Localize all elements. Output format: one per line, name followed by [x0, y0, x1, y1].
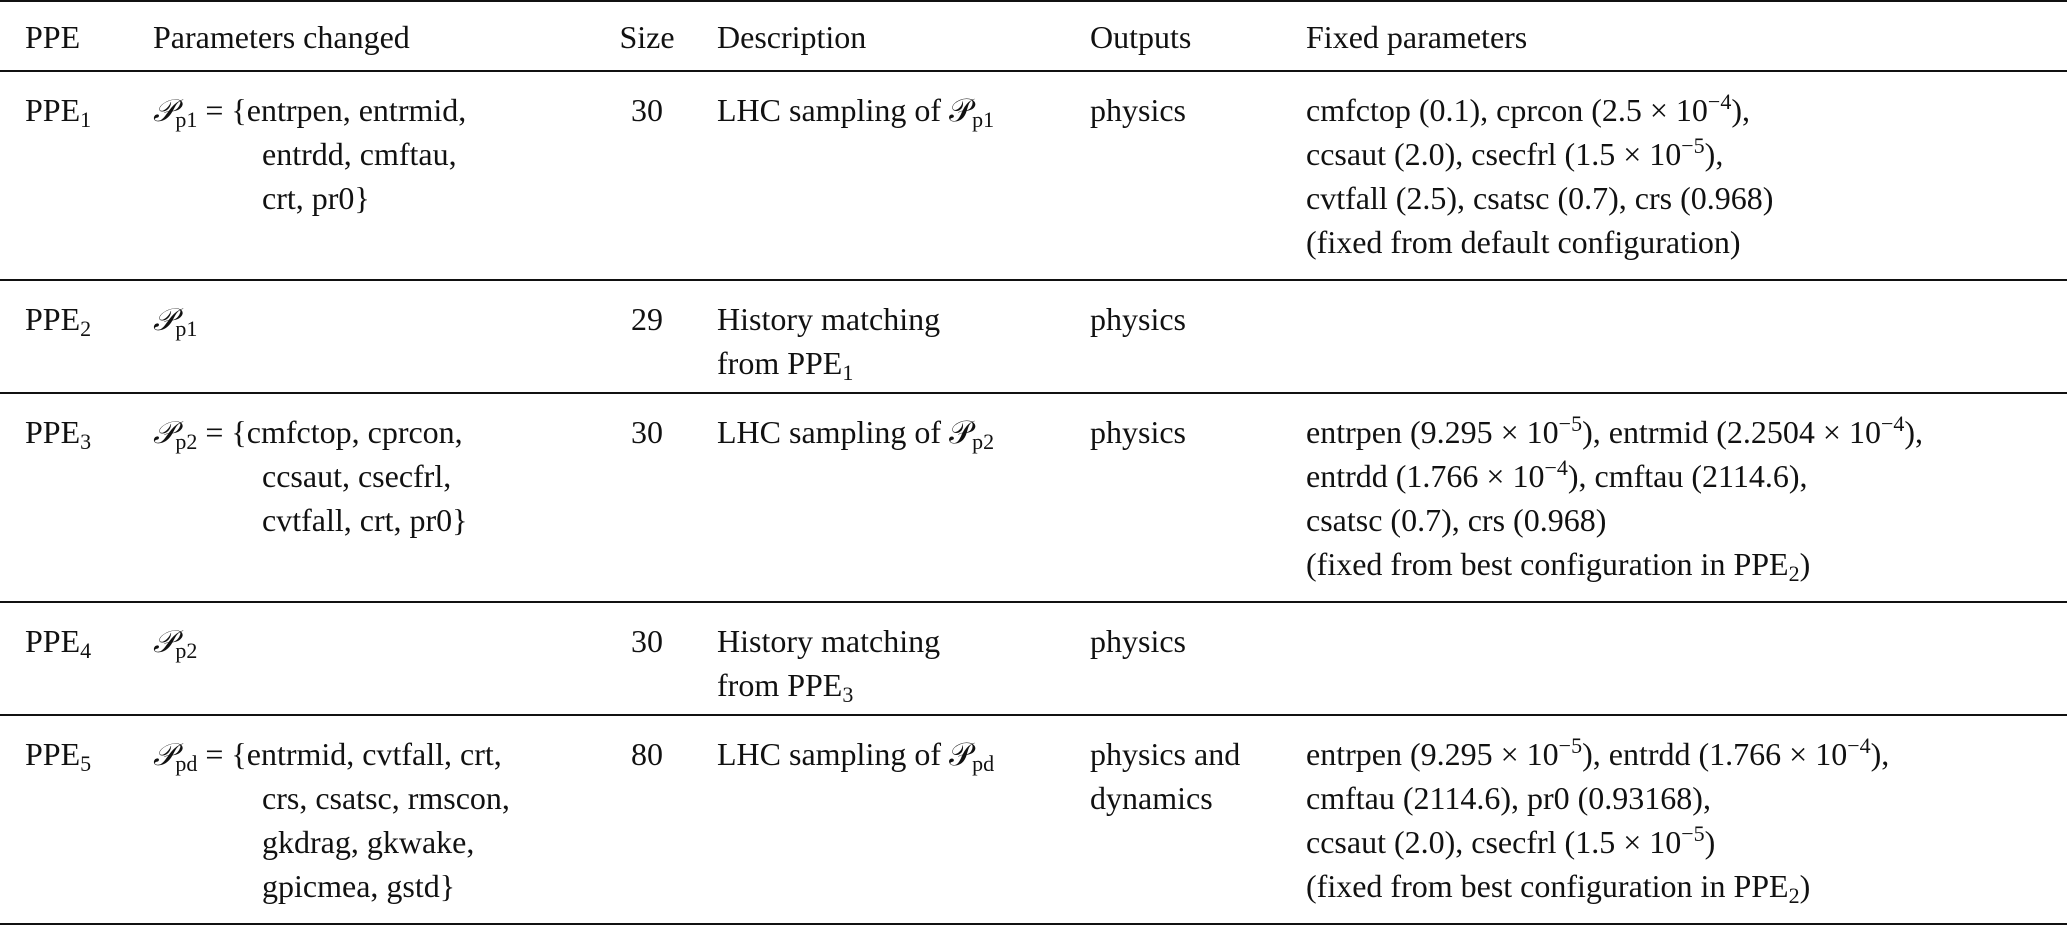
cell-fixed: entrpen $(9.295 \times 10^{-5})$, entrdd $(1.766 \times 10^{-4})$, cmftau (2114.6), pr0 (0.93168), ccsaut (2.0), csecfrl $(1.5 \times 10^{-5})$ (fixed from best configuration in $PPE_2$) [1306, 733, 1890, 908]
cell-description: History matching from $PPE_1$ [717, 301, 941, 385]
cell-fixed: entrpen $(9.295 \times 10^{-5})$, entrmid $(2.2504 \times 10^{-4})$, entrdd $(1.766 \times 10^{-4})$, cmftau (2114.6), csatsc (0.7), crs (0.968) (fixed from best configuration in $PPE_2$) [1306, 411, 1924, 586]
cell-size: 30 [631, 623, 663, 659]
cell-size: 80 [631, 736, 663, 772]
cell-size: 30 [631, 92, 663, 128]
cell-params: 𝒫$_{pd}$ = {entrmid, cvtfall, crt, crs, csatsc, rmscon, gkdrag, gkwake, gpicmea, gstd} [153, 736, 510, 904]
cell-fixed [1306, 602, 2067, 715]
cell-description: LHC sampling of 𝒫$_{p1}$ [717, 92, 995, 132]
cell-outputs: physics [1090, 301, 1186, 337]
cell-size: 29 [631, 301, 663, 337]
table-row [0, 602, 2067, 715]
table-row [0, 715, 2067, 924]
cell-params: 𝒫$_{p1}$ [153, 302, 198, 341]
header-size: Size [619, 19, 675, 55]
cell-outputs: physics [1090, 414, 1186, 450]
cell-params: 𝒫$_{p1}$ = {entrpen, entrmid, entrdd, cmftau, crt, pr0} [153, 92, 467, 216]
cell-ppe: $PPE_4$ [25, 623, 92, 663]
cell-description: LHC sampling of 𝒫$_{pd}$ [717, 736, 995, 776]
header-ppe: PPE [25, 19, 81, 55]
cell-ppe: $PPE_2$ [25, 301, 92, 341]
cell-ppe: $PPE_3$ [25, 414, 92, 454]
cell-size: 30 [631, 414, 663, 450]
cell-ppe: $PPE_5$ [25, 736, 92, 776]
cell-params: 𝒫$_{p2}$ = {cmfctop, cprcon, ccsaut, csecfrl, cvtfall, crt, pr0} [153, 414, 468, 538]
cell-description: History matching from $PPE_3$ [717, 623, 941, 707]
table-row [0, 393, 2067, 602]
header-params: Parameters changed [153, 19, 410, 55]
cell-params: 𝒫$_{p2}$ [153, 624, 198, 663]
cell-ppe: $PPE_1$ [25, 92, 92, 132]
cell-description: LHC sampling of 𝒫$_{p2}$ [717, 414, 995, 454]
header-fixed: Fixed parameters [1306, 19, 1528, 55]
cell-outputs: physics and dynamics [1090, 736, 1241, 816]
header-outputs: Outputs [1090, 19, 1192, 55]
cell-fixed [1306, 280, 2067, 393]
header-row [0, 1, 2067, 71]
cell-outputs: physics [1090, 92, 1186, 128]
cell-fixed: cmfctop (0.1), cprcon $(2.5 \times 10^{-4})$, ccsaut (2.0), csecfrl $(1.5 \times 10^{-5})$, cvtfall (2.5), csatsc (0.7), crs (0.968) (fixed from default configuration) [1306, 89, 1774, 260]
header-description: Description [717, 19, 867, 55]
table-row [0, 71, 2067, 280]
table-row [0, 280, 2067, 393]
cell-outputs: physics [1090, 623, 1186, 659]
